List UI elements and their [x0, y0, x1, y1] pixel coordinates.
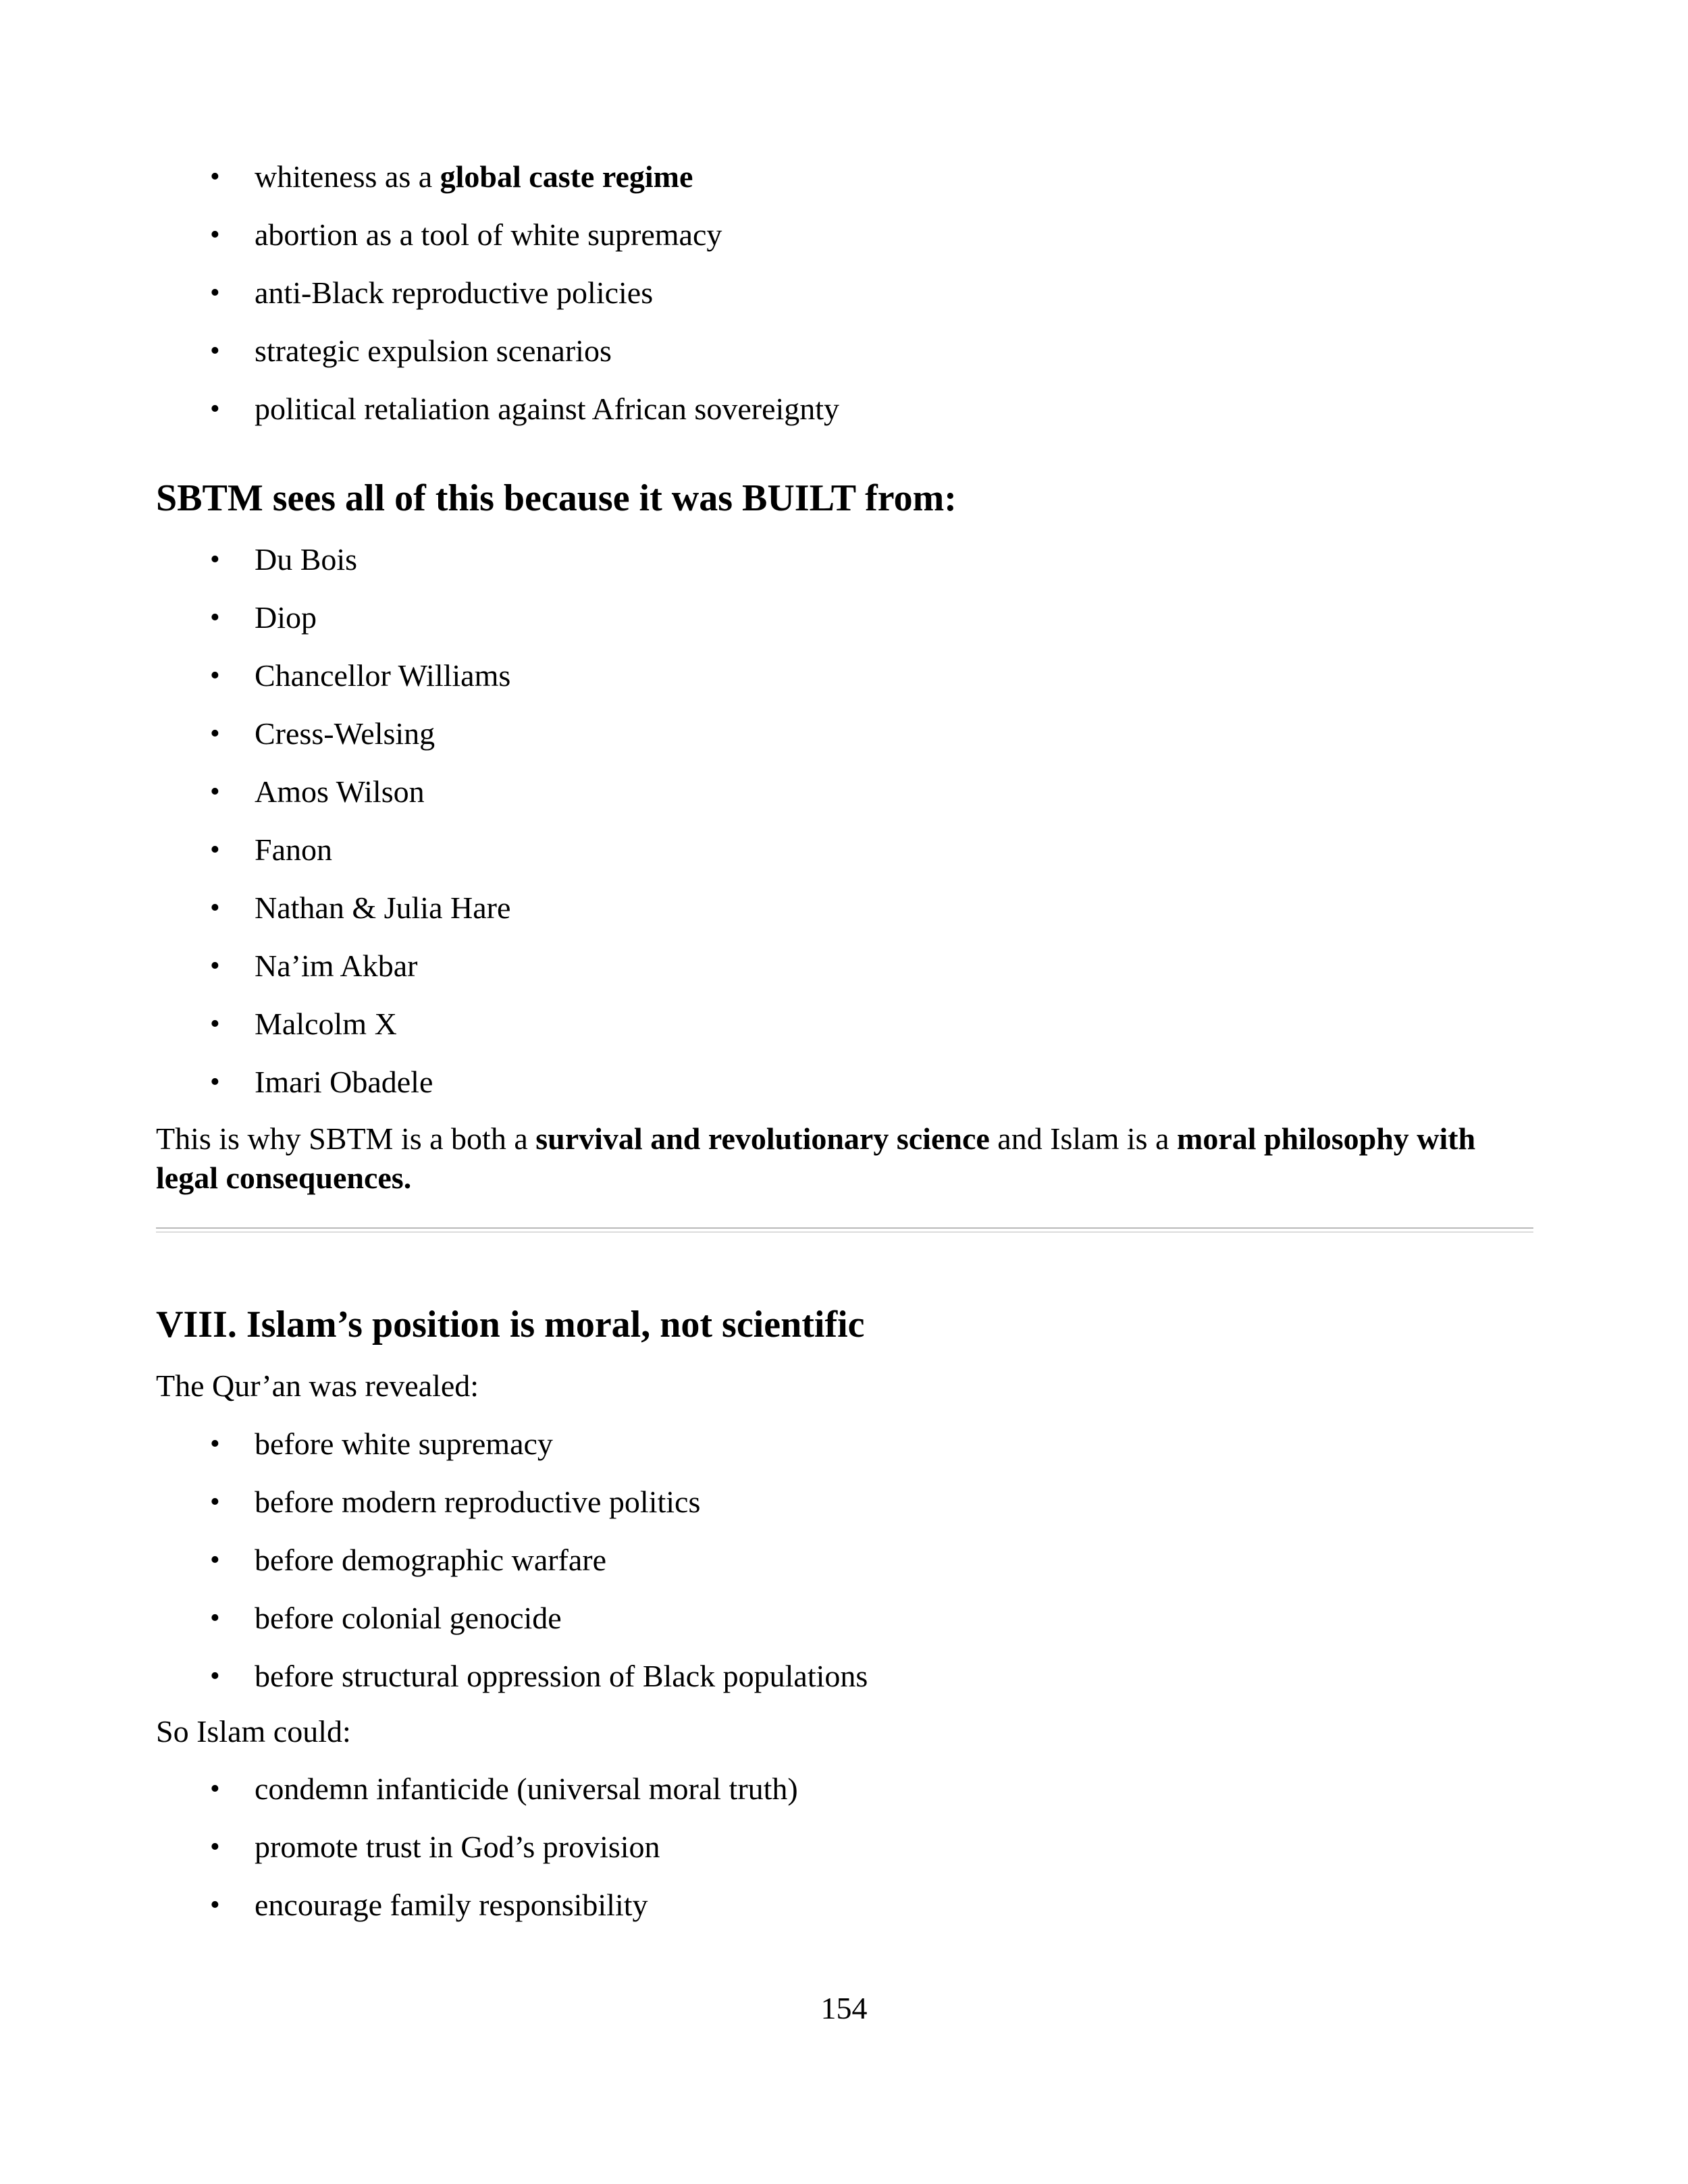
bullet-icon: • [210, 1832, 220, 1863]
list-item-text: Malcolm X [255, 1007, 397, 1041]
bullet-icon: • [210, 1429, 220, 1460]
bullet-icon: • [210, 1661, 220, 1692]
bullet-icon: • [210, 834, 220, 865]
bullet-icon: • [210, 1009, 220, 1040]
bullet-icon: • [210, 336, 220, 367]
bullet-icon: • [210, 718, 220, 749]
section-heading-viii: VIII. Islam’s position is moral, not scientific [156, 1304, 865, 1346]
bullet-icon: • [210, 602, 220, 633]
bullet-icon: • [210, 1487, 220, 1518]
list-item-text: condemn infanticide (universal moral truth) [255, 1772, 798, 1806]
bullet-icon: • [210, 394, 220, 425]
bullet-icon: • [210, 1774, 220, 1805]
list-item-text: abortion as a tool of white supremacy [255, 217, 722, 252]
bullet-icon: • [210, 219, 220, 250]
list-item-text: Du Bois [255, 542, 358, 577]
list-item-text: encourage family responsibility [255, 1888, 648, 1922]
list-item-text: before demographic warfare [255, 1543, 607, 1577]
page-number: 154 [820, 1991, 868, 2025]
list-item-text: Amos Wilson [255, 774, 425, 809]
section-heading-sbtm: SBTM sees all of this because it was BUILT from: [156, 477, 957, 519]
bullet-icon: • [210, 1545, 220, 1576]
bullet-icon: • [210, 544, 220, 575]
list-item-text: promote trust in God’s provision [255, 1830, 660, 1864]
conclusion-paragraph: This is why SBTM is a both a survival and revolutionary science and Islam is a moral philosophy with legal consequences. [156, 1121, 1476, 1195]
intro-text-2: So Islam could: [156, 1714, 351, 1749]
bullet-icon: • [210, 660, 220, 691]
list-item-text: Imari Obadele [255, 1065, 433, 1099]
list-item-text: Diop [255, 600, 317, 635]
list-item-text: Nathan & Julia Hare [255, 890, 511, 925]
list-item-text: Chancellor Williams [255, 658, 511, 693]
intro-text: The Qur’an was revealed: [156, 1368, 479, 1403]
list-item-text: strategic expulsion scenarios [255, 334, 612, 368]
section-divider [156, 1227, 1533, 1233]
bullet-icon: • [210, 161, 220, 192]
list-item-text: whiteness as a global caste regime [255, 159, 693, 194]
bullet-icon: • [210, 893, 220, 924]
list-item-text: Fanon [255, 832, 332, 867]
list-item-text: political retaliation against African sovereignty [255, 392, 840, 426]
list-item-text: before white supremacy [255, 1427, 553, 1461]
bullet-icon: • [210, 1067, 220, 1098]
list-item-text: before modern reproductive politics [255, 1485, 701, 1519]
bullet-icon: • [210, 951, 220, 982]
list-item-text: before structural oppression of Black populations [255, 1659, 868, 1693]
list-item-text: before colonial genocide [255, 1601, 562, 1635]
bullet-icon: • [210, 776, 220, 807]
list-item-text: Na’im Akbar [255, 949, 418, 983]
bullet-icon: • [210, 1890, 220, 1921]
list-item-text: anti-Black reproductive policies [255, 275, 654, 310]
list-item-text: Cress-Welsing [255, 716, 436, 751]
bullet-icon: • [210, 277, 220, 309]
bullet-icon: • [210, 1603, 220, 1634]
